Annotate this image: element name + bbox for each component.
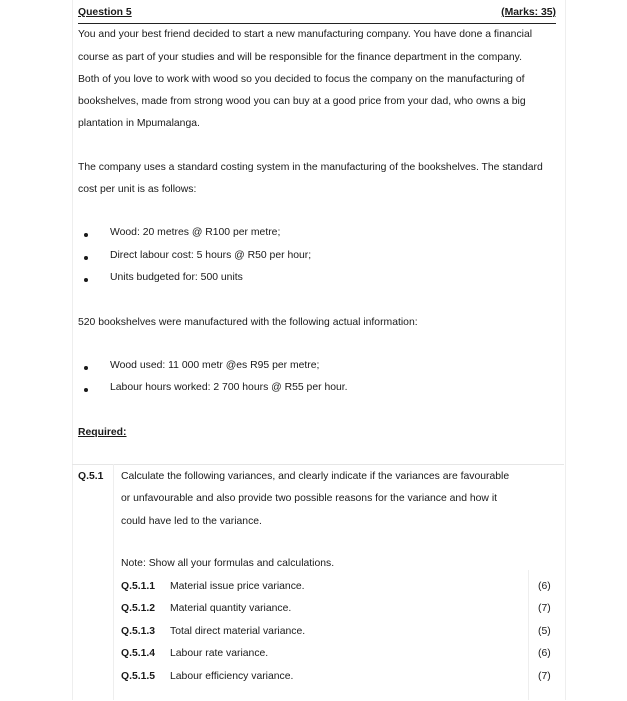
actual-intro: 520 bookshelves were manufactured with the following actual information: [78,317,418,328]
sub-question-code: Q.5.1.3 [121,626,156,637]
question-line: could have led to the variance. [121,516,262,527]
sub-question-text: Total direct material variance. [170,626,306,637]
standard-line: cost per unit is as follows: [78,184,197,195]
sub-question-code: Q.5.1.5 [121,671,156,682]
standard-bullet: Wood: 20 metres @ R100 per metre; [110,227,281,238]
question-number: Q.5.1 [78,471,104,482]
actual-bullet: Wood used: 11 000 metr @es R95 per metre; [110,360,320,371]
marks-column-divider [528,570,529,700]
marks-total: (Marks: 35) [501,7,556,18]
note-text: Note: Show all your formulas and calculations. [121,558,335,569]
sub-question-code: Q.5.1.4 [121,648,156,659]
sub-question-text: Labour efficiency variance. [170,671,294,682]
bullet-dot [84,256,88,260]
sub-question-marks: (6) [538,581,551,592]
intro-line: Both of you love to work with wood so you decided to focus the company on the manufacturing of [78,74,525,85]
question-line: Calculate the following variances, and clearly indicate if the variances are favourable [121,471,510,482]
required-heading: Required: [78,427,127,438]
bullet-dot [84,278,88,282]
question-line: or unfavourable and also provide two possible reasons for the variance and how it [121,493,498,504]
sub-question-marks: (5) [538,626,551,637]
question-header [78,7,556,24]
intro-line: You and your best friend decided to start a new manufacturing company. You have done a financial [78,29,533,40]
bullet-dot [84,366,88,370]
standard-bullet: Units budgeted for: 500 units [110,272,243,283]
sub-question-text: Labour rate variance. [170,648,269,659]
sub-question-marks: (6) [538,648,551,659]
sub-question-code: Q.5.1.1 [121,581,156,592]
standard-line: The company uses a standard costing system in the manufacturing of the bookshelves. The standard [78,162,543,173]
question-title: Question 5 [78,7,132,18]
table-column-divider [113,464,114,700]
sub-question-text: Material quantity variance. [170,603,292,614]
bullet-dot [84,233,88,237]
bullet-dot [84,388,88,392]
actual-bullet: Labour hours worked: 2 700 hours @ R55 per hour. [110,382,348,393]
sub-question-marks: (7) [538,671,551,682]
intro-line: plantation in Mpumalanga. [78,118,200,129]
intro-line: bookshelves, made from strong wood you can buy at a good price from your dad, who owns a big [78,96,526,107]
sub-question-text: Material issue price variance. [170,581,305,592]
intro-line: course as part of your studies and will be responsible for the finance department in the company. [78,52,522,63]
sub-question-code: Q.5.1.2 [121,603,156,614]
sub-question-marks: (7) [538,603,551,614]
standard-bullet: Direct labour cost: 5 hours @ R50 per hour; [110,250,312,261]
